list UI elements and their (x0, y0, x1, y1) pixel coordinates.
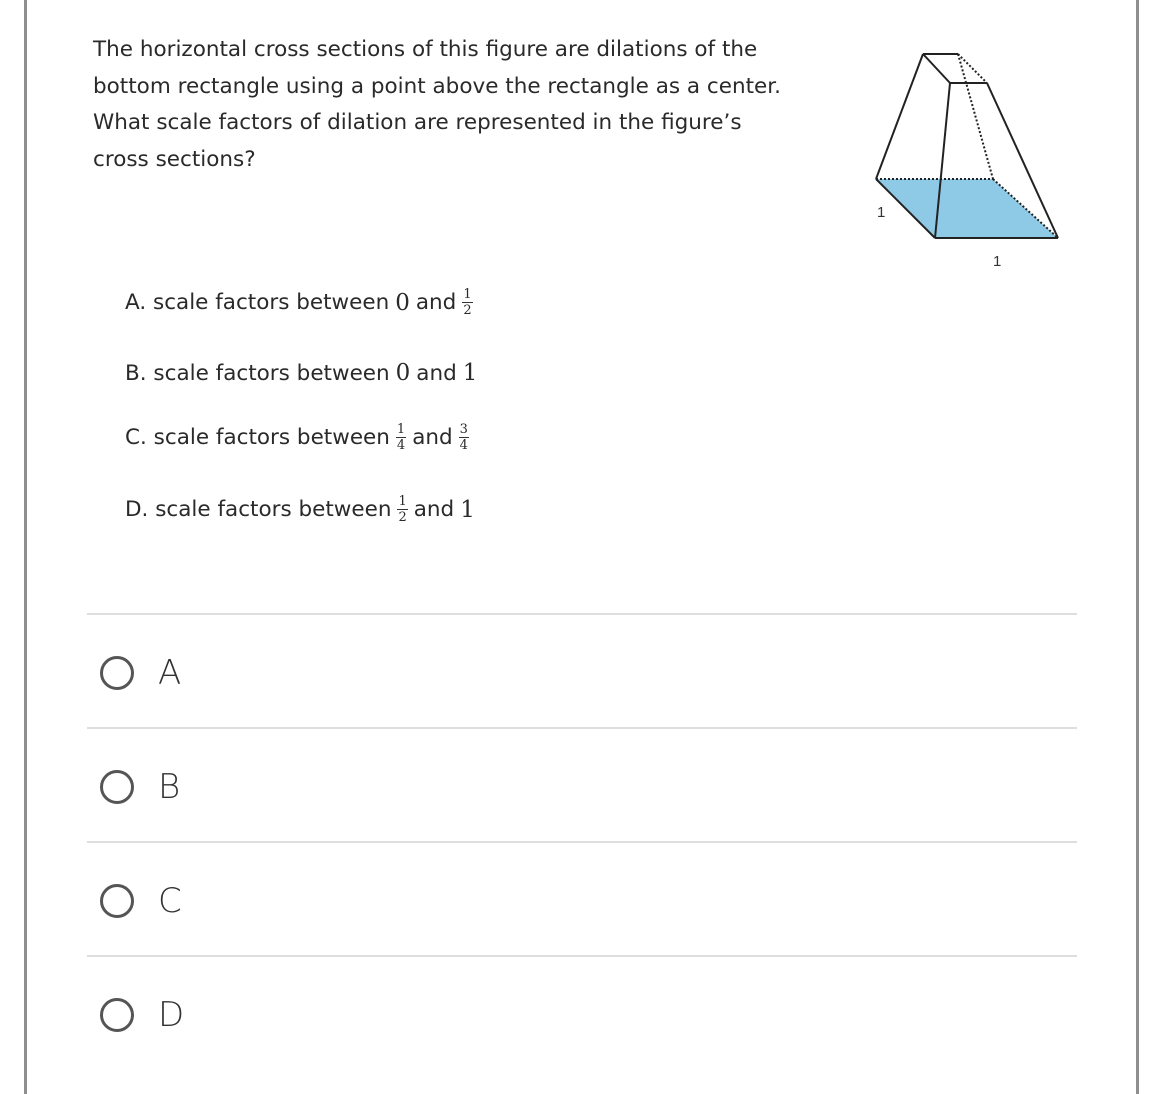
option-label: D (158, 995, 185, 1035)
option-label: C (158, 881, 182, 921)
choice-d (125, 495, 475, 524)
choice-b (125, 360, 477, 386)
choice-text: and (412, 425, 453, 450)
numerator: 1 (463, 287, 472, 302)
numerator: 1 (396, 422, 406, 437)
denominator: 4 (396, 438, 406, 453)
choice-text: and (416, 360, 457, 386)
divider (87, 955, 1077, 957)
divider (87, 613, 1077, 615)
choice-c (125, 423, 475, 452)
math-value: 1 (462, 360, 478, 386)
numerator: 1 (398, 494, 407, 509)
denominator: 4 (459, 438, 468, 453)
question-text (93, 32, 853, 178)
option-b[interactable] (100, 757, 180, 817)
option-label: A (158, 653, 182, 693)
top-edge (923, 54, 950, 83)
choice-text: and (413, 497, 455, 522)
option-c[interactable] (100, 871, 182, 931)
divider (87, 841, 1077, 843)
math-value: 0 (395, 289, 410, 316)
question-line: bottom rectangle using a point above the rectangle as a center. (93, 73, 781, 99)
choice-text: and (415, 290, 457, 315)
side-length-label: 1 (877, 204, 886, 221)
radio-button[interactable] (100, 656, 134, 690)
denominator: 2 (463, 303, 472, 318)
choice-a (125, 288, 479, 317)
option-d[interactable] (100, 985, 184, 1045)
denominator: 2 (398, 510, 407, 525)
choice-text: D. scale factors between (125, 497, 392, 522)
choice-text: B. scale factors between (125, 360, 390, 386)
choice-text: A. scale factors between (125, 290, 390, 315)
radio-button[interactable] (100, 884, 134, 918)
fraction (462, 288, 472, 317)
hidden-edge (958, 54, 987, 83)
fraction (459, 423, 469, 452)
question-line: The horizontal cross sections of this figure are dilations of the (93, 37, 758, 62)
option-a[interactable] (100, 643, 181, 703)
choice-text: C. scale factors between (125, 425, 390, 450)
math-value: 1 (460, 496, 475, 523)
right-border (1136, 0, 1139, 1094)
bottom-length-label: 1 (993, 253, 1002, 270)
math-value: 0 (395, 360, 411, 386)
question-line: cross sections? (93, 146, 256, 172)
question-line: What scale factors of dilation are represented in the figure’s (93, 110, 742, 135)
divider (87, 727, 1077, 729)
option-label: B (158, 767, 181, 807)
fraction (397, 495, 407, 524)
base-rectangle (876, 179, 1058, 238)
radio-button[interactable] (100, 770, 134, 804)
radio-button[interactable] (100, 998, 134, 1032)
lateral-edge (876, 54, 923, 179)
left-border (24, 0, 27, 1094)
numerator: 3 (459, 422, 468, 437)
frustum-figure (868, 40, 1068, 275)
fraction (396, 423, 406, 452)
